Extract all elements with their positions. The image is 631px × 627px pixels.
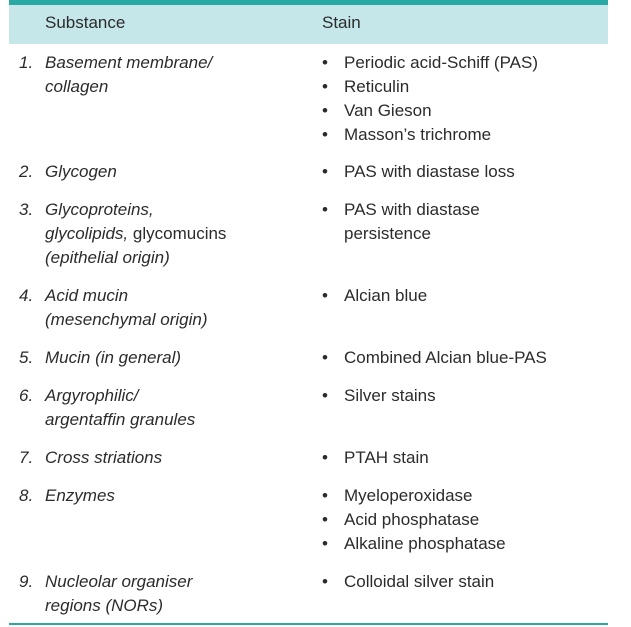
substance-line: Acid mucin [45,286,129,305]
stain-item: • Van Gieson [322,99,612,123]
substance-line: (mesenchymal origin) [45,310,208,329]
substance-cell [45,160,305,184]
stain-item: • Colloidal silver stain [322,570,612,594]
stain-item: • Alkaline phosphatase [322,532,612,556]
bullet-icon: • [322,386,328,405]
bullet-icon: • [322,162,328,181]
substance-line: Mucin (in general) [45,348,182,367]
substance-column-header: Substance [45,13,126,32]
stain-list [322,51,612,147]
row-number: 2. [19,162,34,181]
substance-cell [45,570,305,618]
bullet-icon: • [322,125,328,144]
substance-line: Glycoproteins, [45,200,154,219]
row-number: 1. [19,53,34,72]
substance-cell [45,284,305,332]
stain-list [322,446,612,470]
row-number: 8. [19,486,34,505]
stain-item: • Silver stains [322,384,612,408]
stain-item: • Alcian blue [322,284,612,308]
stain-item: • Reticulin [322,75,612,99]
substance-cell [45,346,305,370]
stain-list [322,160,612,184]
substance-line: argentaffin granules [45,410,196,429]
bullet-icon: • [322,200,328,219]
substance-cell [45,51,305,99]
bullet-icon: • [322,348,328,367]
stain-item: • PTAH stain [322,446,612,470]
stain-list [322,384,612,408]
substance-line: Glycogen [45,162,117,181]
stain-list [322,570,612,594]
substance-line: (epithelial origin) [45,248,170,267]
bottom-rule [9,623,608,625]
bullet-icon: • [322,534,328,553]
stain-list [322,284,612,308]
stain-item: • Periodic acid-Schiff (PAS) [322,51,612,75]
stain-item: • Acid phosphatase [322,508,612,532]
stain-item: • Masson’s trichrome [322,123,612,147]
bullet-icon: • [322,572,328,591]
bullet-icon: • [322,53,328,72]
bullet-icon: • [322,448,328,467]
bullet-icon: • [322,286,328,305]
bullet-icon: • [322,486,328,505]
substance-cell [45,198,305,270]
stain-column-header: Stain [322,13,361,32]
stain-list [322,198,612,246]
stain-item: • Myeloperoxidase [322,484,612,508]
row-number: 5. [19,348,34,367]
stain-item: • Combined Alcian blue-PAS [322,346,612,370]
row-number: 7. [19,448,34,467]
stain-list [322,346,612,370]
substance-line: glycolipids, glycomucins [45,224,227,243]
substance-cell [45,384,305,432]
row-number: 3. [19,200,34,219]
row-number: 4. [19,286,34,305]
row-number: 6. [19,386,34,405]
substance-line: Argyrophilic/ [45,386,139,405]
stain-list [322,484,612,556]
stain-table [9,0,608,627]
substance-cell [45,484,305,508]
substance-line: Basement membrane/ [45,53,213,72]
substance-line: regions (NORs) [45,596,164,615]
substance-line: Nucleolar organiser [45,572,193,591]
substance-line: Cross striations [45,448,163,467]
stain-item: • PAS with diastase loss [322,160,612,184]
substance-line: Enzymes [45,486,115,505]
bullet-icon: • [322,510,328,529]
substance-line: collagen [45,77,109,96]
bullet-icon: • [322,77,328,96]
substance-cell [45,446,305,470]
table-header [9,5,608,44]
bullet-icon: • [322,101,328,120]
row-number: 9. [19,572,34,591]
stain-item: • PAS with diastase persistence [322,200,480,243]
